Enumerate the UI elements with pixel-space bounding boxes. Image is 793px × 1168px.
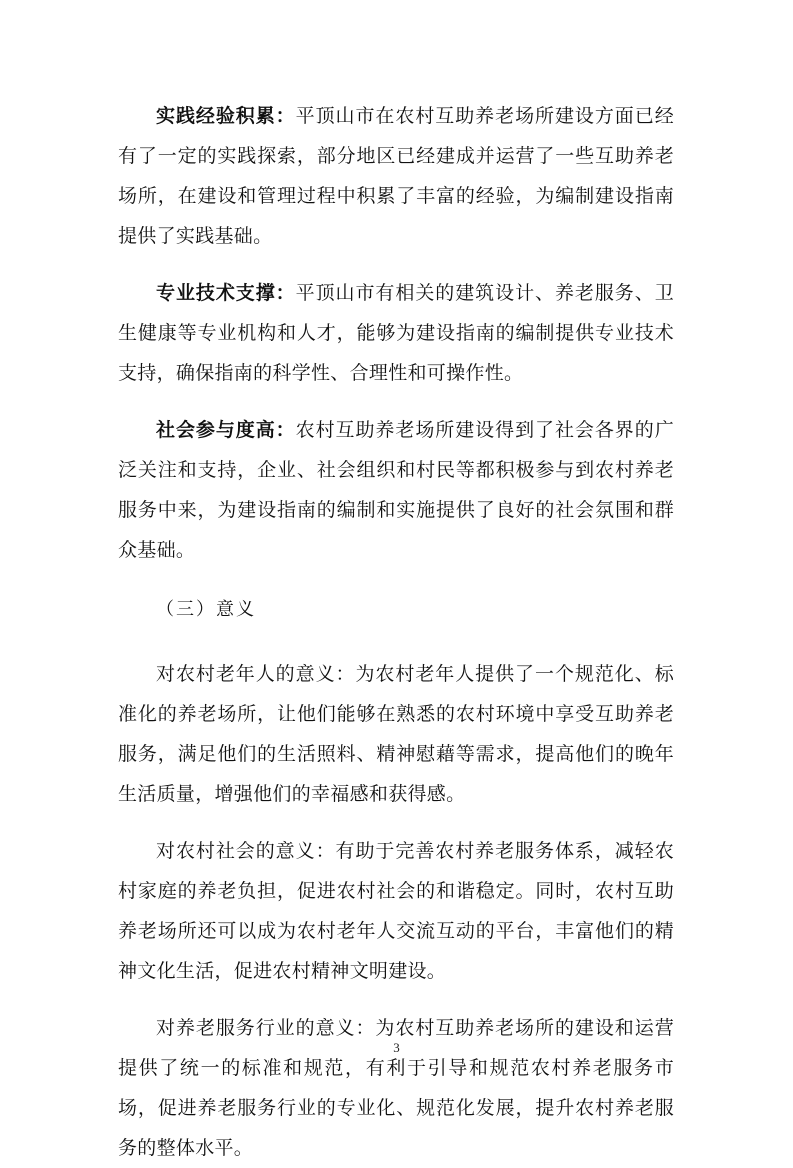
paragraph-practical-experience <box>118 96 674 256</box>
section-heading: （三）意义 <box>156 599 256 620</box>
paragraph-text: 对农村老年人的意义：为农村老年人提供了一个规范化、标准化的养老场所，让他们能够在熟悉的农村环境中享受互助养老服务，满足他们的生活照料、精神慰藉等需求，提高他们的晚年生活质量，增强他们的幸福感和获得感。 <box>118 663 674 805</box>
page-content <box>118 96 674 1168</box>
paragraph-lead: 社会参与度高： <box>156 419 296 441</box>
paragraph-text: 平顶山市在农村互助养老场所建设方面已经有了一定的实践探索，部分地区已经建成并运营了一些互助养老场所，在建设和管理过程中积累了丰富的经验，为编制建设指南提供了实践基础。 <box>118 105 674 247</box>
paragraph-lead: 实践经验积累： <box>156 105 296 127</box>
paragraph-text: 农村互助养老场所建设得到了社会各界的广泛关注和支持，企业、社会组织和村民等都积极参与到农村养老服务中来，为建设指南的编制和实施提供了良好的社会氛围和群众基础。 <box>118 419 674 561</box>
paragraph-technical-support <box>118 273 674 393</box>
paragraph-rural-society-significance <box>118 831 674 991</box>
paragraph-industry-significance <box>118 1008 674 1168</box>
paragraph-elderly-significance <box>118 654 674 814</box>
page-number: 3 <box>393 1040 400 1055</box>
paragraph-text: 对养老服务行业的意义：为农村互助养老场所的建设和运营提供了统一的标准和规范，有利于引导和规范农村养老服务市场，促进养老服务行业的专业化、规范化发展，提升农村养老服务的整体水平。 <box>118 1017 674 1159</box>
paragraph-text: 对农村社会的意义：有助于完善农村养老服务体系，减轻农村家庭的养老负担，促进农村社会的和谐稳定。同时，农村互助养老场所还可以成为农村老年人交流互动的平台，丰富他们的精神文化生活，促进农村精神文明建设。 <box>118 840 674 982</box>
paragraph-text: 平顶山市有相关的建筑设计、养老服务、卫生健康等专业机构和人才，能够为建设指南的编制提供专业技术支持，确保指南的科学性、合理性和可操作性。 <box>118 282 674 384</box>
paragraph-social-participation <box>118 410 674 570</box>
paragraph-lead: 专业技术支撑： <box>156 282 296 304</box>
